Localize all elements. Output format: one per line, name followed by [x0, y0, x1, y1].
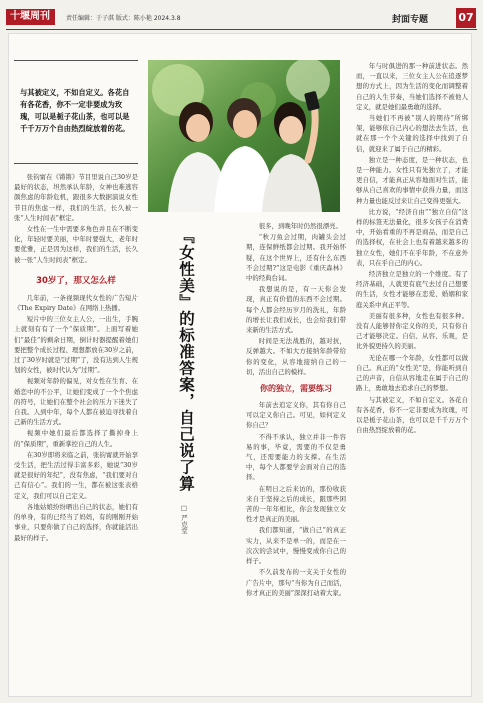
editor-credits: 责任编辑：于子淇 版式：陈小艳 2024.3.8: [66, 15, 181, 22]
masthead: 十堰周刊: [6, 9, 55, 25]
paragraph: 比方说，“经济自由”“独立自信”这样的标签无法量化，很多女孩子在消费中，开始看重的不再是商品，而是自己的选择权，在社会上也有着越来越多的独立女性，她们不在乎年龄，不在意外表，只在乎自己的内心。: [356, 207, 468, 267]
middle-column: [246, 220, 346, 690]
paragraph: 在30岁即将来临之前，张钧甯就开始享受生活，把生活过得丰富多彩，她说“30岁就是很好的年纪”，没有焦虑，“我们要对自己有信心”。我们的一生，都在被这张表格定义，我们可以自己定义。: [14, 450, 138, 500]
paragraph: 年与时俱进的那一种前进状态。然而，一直以来，三位女主人公在追逐梦想的方式上，因为生活的变化而调整着自己的人生节奏，当她们选择不被他人定义，就是她们最勇敢的选择。: [356, 62, 468, 111]
paragraph: 在明日之后来访的，那份收获来自于坚持之后的成长，跟那些困苦的一年年相比，你会发现独立女性才是真正的美丽。: [246, 484, 346, 524]
article-photo: [148, 60, 340, 212]
paragraph: 很多，到晚年时仍然很漂亮。: [258, 222, 342, 230]
paragraph: 视频对年龄的偏见，对女性在生育、在婚恋中的不公平，让她们变成了一个个焦虑的符号，让她们在整个社会的压力下迷失了自我。人到中年，每个人都在被迫寻找着自己新的生活方式。: [14, 377, 138, 427]
right-column: [356, 60, 468, 690]
paragraph: 美丽有很多种，女性也有很多种。没有人能够替你定义你的美，只有你自己才能够决定。自信、从容、乐观，是比外貌更持久的美丽。: [356, 311, 468, 351]
paragraph: “秋刀鱼会过期，肉罐头会过期，连保鲜纸都会过期。我开始怀疑，在这个世界上，还有什么东西不会过期?”这是电影《重庆森林》中的经典台词。: [246, 233, 346, 283]
page-header: [0, 0, 483, 30]
paragraph: 我想说的是，有一天你会发现，真正有价值的东西不会过期。每个人都会经历岁月的洗礼，年龄的增长让我们成长，也会给我们带来新的生活方式。: [246, 285, 346, 335]
paragraph: 几年前，一条视频现代女性的广告短片《The Expiry Date》在网络上热播。: [14, 293, 138, 313]
paragraph: 与其被定义，不如自定义。各花自有各花香，你不一定非要成为玫瑰，可以是栀子花山茶，也可以是千千万万个自由热烈绽放着的花。: [356, 395, 468, 435]
section-subhead-independence: 你的独立，需要练习: [260, 384, 332, 394]
paragraph: 各地姑娘纷纷晒出自己的状态，她们有的单身，有的已经当了妈妈，有的刚刚开始事业，只要你做了自己的选择，你就能活出最好的样子。: [14, 502, 138, 542]
paragraph: 时间是无法战胜的，越对抗，反弹越大。不如大方接纳年龄带给你的变化，从容地接纳自己的一切，活出自己的模样。: [246, 337, 346, 376]
left-body: [14, 172, 138, 265]
paragraph: 不久前发布的一支关于女性的广告片中，那句“当你为自己而活，你才真正的美丽”深深打动着大家。: [246, 568, 346, 597]
article-title: 『女性美』的标准答案，自己说了算: [177, 228, 196, 492]
paragraph: 当她们不再被“别人的期待”所绑架，能够依自己内心的想法去生活，也就在那一个个关键的选择中找到了自信，就迎来了属于自己的精彩。: [356, 114, 468, 153]
section-subhead-30: 30岁了，那又怎么样: [36, 275, 116, 286]
paragraph: 张钧甯在《锵锵》节目里说自己30岁是最好的状态，坦然承认年龄，女神也难逃容颜焦虑的年龄危机，跟很多大数据演说女性节目的焦虑一样，我们的生活，长久被一张“人生时间表”框定。: [14, 173, 138, 222]
header-rule: [6, 29, 477, 30]
pull-quote: 与其被定义，不如自定义。各花自有各花香，你不一定非要成为玫瑰，可以是栀子花山茶，也可以是千千万万个自由热烈绽放着的花。: [14, 60, 138, 164]
paragraph: 无论在哪一个年龄，女性都可以做自己。真正的“女性美”是，你能听到自己的声音，自信从容地走在属于自己的路上，勇敢地去追求自己的梦想。: [356, 353, 468, 393]
title-block: [176, 228, 216, 534]
paragraph: 视频中她们最后都选择了撕掉身上的“保质期”，重新掌控自己的人生。: [14, 429, 138, 448]
section-name: 封面专题: [392, 15, 429, 25]
byline: □ 严克堂: [180, 504, 188, 534]
right-body: [356, 61, 468, 435]
page-number: 07: [456, 8, 476, 28]
left-body-2: [14, 293, 138, 543]
paragraph: 年前去追定义你，其有你自己可以定义你自己。可见，如何定义你自己？: [246, 401, 346, 430]
paragraph: 独立是一种态度，是一种状态，也是一种能力。女性只有先独立了，才能更自信，才能真正从容地面对生活，能够从自己喜欢的事情中获得力量，而这种力量也能反过来让自己变得更强大。: [356, 155, 468, 205]
paragraph: 女性在一生中需要多角色并且在不断变化，年轻时要美丽，中年时要强大，老年时要优雅，正是因为这样，我们的生活，长久被一张“人生时间表”框定。: [14, 225, 138, 264]
middle-body-2: [246, 400, 346, 598]
paragraph: 经济独立是独立的一个维度。有了经济基础，人就更有底气去过自己想要的生活，女性才能够在恋爱、婚姻和家庭关系中真正平等。: [356, 270, 468, 309]
middle-body: [246, 221, 346, 377]
paragraph: 我们都知道，“做自己”的真正实力，从来不是单一的，而是在一次次的尝试中，慢慢变成你自己的样子。: [246, 526, 346, 566]
left-column: [14, 60, 138, 690]
paragraph: 不得不承认，独立并非一件容易的事，毕竟，需要的不仅是勇气，还需要能力的支撑。在生活中，每个人都要学会面对自己的选择。: [246, 432, 346, 482]
paragraph: 短片中的三位女主人公，一出生，手腕上就刻有有了一个“保质期”。上面写着她们“最佳”的剩余日期，倒计时器提醒着她们要把整个成长过程、理想都放在30岁之前，过了30岁时就是“过期”了，没有达到人生规划的女性，被时代认为“过期”。: [14, 315, 138, 375]
